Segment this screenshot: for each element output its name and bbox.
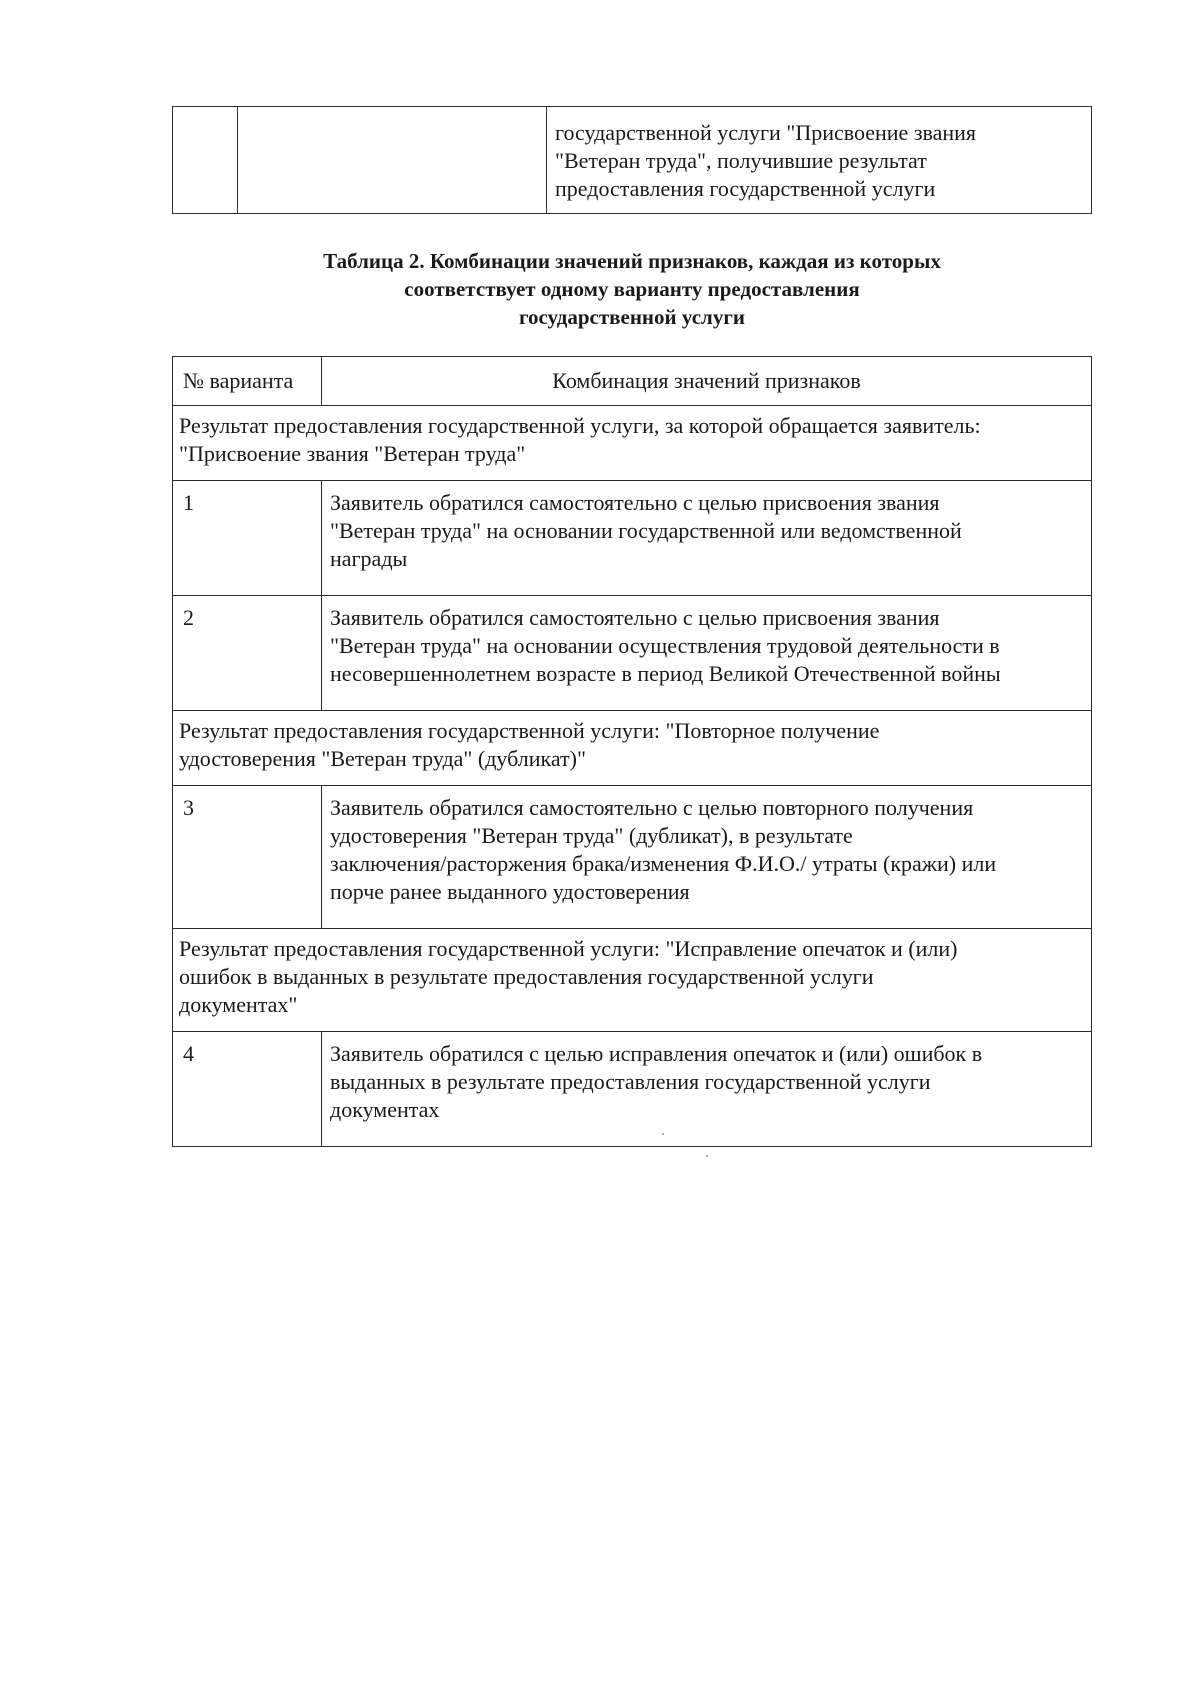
variant-description (322, 596, 1092, 711)
description-line: документах (330, 1097, 440, 1122)
empty-cell (238, 107, 547, 214)
table-row (173, 481, 1092, 596)
group-row (173, 929, 1092, 1032)
table-row (173, 786, 1092, 929)
group-title-line: Результат предоставления государственной услуги: "Исправление опечаток и (или) (179, 936, 958, 961)
table-row (173, 107, 1092, 214)
group-title (173, 711, 1092, 786)
description-line: выданных в результате предоставления государственной услуги (330, 1069, 931, 1094)
group-title-line: Результат предоставления государственной услуги, за которой обращается заявитель: (179, 413, 981, 438)
cell-line: государственной услуги "Присвоение звания (555, 120, 977, 145)
variant-number: 2 (173, 596, 322, 711)
description-line: Заявитель обратился с целью исправления опечаток и (или) ошибок в (330, 1041, 983, 1066)
variant-description (322, 481, 1092, 596)
continuation-table (172, 106, 1092, 214)
variant-number: 4 (173, 1032, 322, 1147)
variant-number: 3 (173, 786, 322, 929)
group-title (173, 929, 1092, 1032)
scan-speck (706, 1155, 708, 1157)
description-line: заключения/расторжения брака/изменения Ф.И.О./ утраты (кражи) или (330, 851, 997, 876)
description-line: удостоверения "Ветеран труда" (дубликат), в результате (330, 823, 853, 848)
variant-number: 1 (173, 481, 322, 596)
description-line: "Ветеран труда" на основании осуществления трудовой деятельности в (330, 633, 1000, 658)
cell-line: предоставления государственной услуги (555, 176, 936, 201)
scan-speck (662, 1133, 664, 1135)
table-row (173, 1032, 1092, 1147)
group-title-line: ошибок в выданных в результате предоставления государственной услуги (179, 964, 874, 989)
description-line: Заявитель обратился самостоятельно с целью повторного получения (330, 795, 974, 820)
table-caption (172, 247, 1092, 331)
group-title-line: "Присвоение звания "Ветеран труда" (179, 441, 526, 466)
description-line: Заявитель обратился самостоятельно с целью присвоения звания (330, 490, 940, 515)
group-title-line: документах" (179, 992, 298, 1017)
caption-line: соответствует одному варианту предоставления (404, 277, 860, 301)
variants-table (172, 356, 1092, 1147)
group-row (173, 711, 1092, 786)
group-title-line: удостоверения "Ветеран труда" (дубликат)" (179, 746, 586, 771)
description-line: "Ветеран труда" на основании государственной или ведомственной (330, 518, 962, 543)
table-row (173, 596, 1092, 711)
group-title (173, 406, 1092, 481)
column-header-number: № варианта (173, 357, 322, 406)
table-header-row (173, 357, 1092, 406)
group-title-line: Результат предоставления государственной услуги: "Повторное получение (179, 718, 880, 743)
description-line: Заявитель обратился самостоятельно с целью присвоения звания (330, 605, 940, 630)
cell-line: "Ветеран труда", получившие результат (555, 148, 927, 173)
empty-cell (173, 107, 238, 214)
variant-description (322, 786, 1092, 929)
variant-description (322, 1032, 1092, 1147)
description-line: награды (330, 546, 408, 571)
caption-line: государственной услуги (519, 305, 745, 329)
caption-line: Таблица 2. Комбинации значений признаков, каждая из которых (323, 249, 941, 273)
continuation-cell (547, 107, 1092, 214)
description-line: несовершеннолетнем возрасте в период Великой Отечественной войны (330, 661, 1001, 686)
group-row (173, 406, 1092, 481)
description-line: порче ранее выданного удостоверения (330, 879, 690, 904)
column-header-combination: Комбинация значений признаков (322, 357, 1092, 406)
